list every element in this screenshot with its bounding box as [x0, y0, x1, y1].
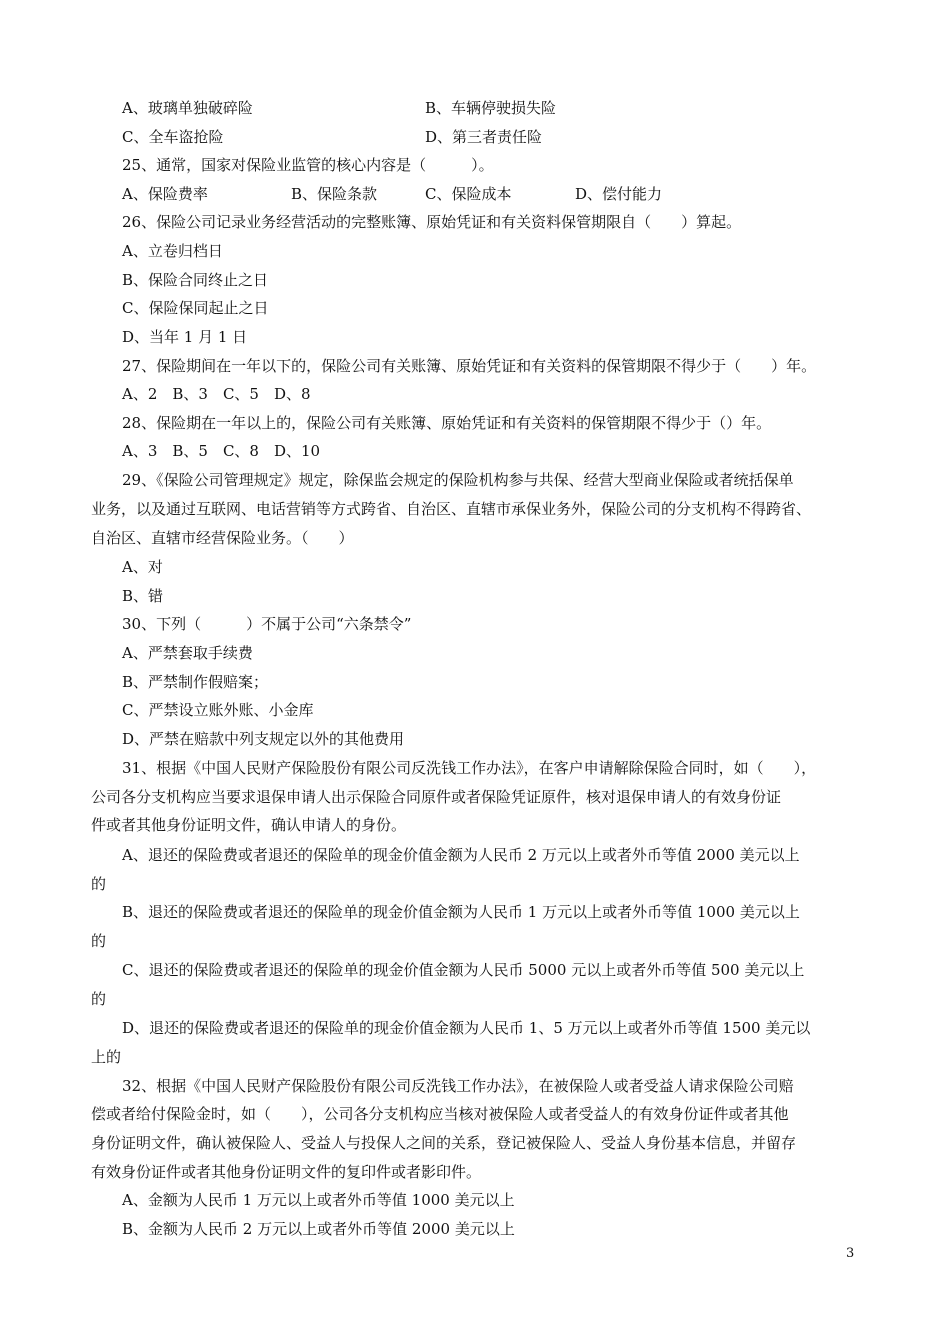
- q31-option-a-line-1: A、退还的保险费或者退还的保险单的现金价值金额为人民币 2 万元以上或者外币等值 2000 美元以上: [122, 846, 800, 864]
- q31-option-b-line-1: B、退还的保险费或者退还的保险单的现金价值金额为人民币 1 万元以上或者外币等值 1000 美元以上: [122, 903, 800, 921]
- q31-option-c-line-1: C、退还的保险费或者退还的保险单的现金价值金额为人民币 5000 元以上或者外币等值 500 美元以上: [122, 961, 805, 979]
- q25-option-c: C、保险成本: [425, 185, 512, 203]
- q29-stem-line-2: 业务，以及通过互联网、电话营销等方式跨省、自治区、直辖市承保业务外，保险公司的分支机构不得跨省、: [91, 500, 812, 518]
- q29-stem-line-3: 自治区、直辖市经营保险业务。（ ）: [91, 529, 354, 547]
- q30-option-c: C、严禁设立账外账、小金库: [122, 701, 314, 719]
- q26-option-c: C、保险保同起止之日: [122, 299, 269, 317]
- q31-stem-line-1: 31、根据《中国人民财产保险股份有限公司反洗钱工作办法》，在客户申请解除保险合同时，如（ ），: [122, 759, 817, 777]
- q25-option-b: B、保险条款: [291, 185, 378, 203]
- q32-stem-line-2: 偿或者给付保险金时，如（ ），公司各分支机构应当核对被保险人或者受益人的有效身份证件或者其他: [91, 1105, 789, 1123]
- q31-option-d-line-1: D、退还的保险费或者退还的保险单的现金价值金额为人民币 1、5 万元以上或者外币等值 1500 美元以: [122, 1019, 811, 1037]
- page-number: 3: [846, 1246, 855, 1261]
- q24-option-c: C、全车盗抢险: [122, 128, 224, 146]
- q29-option-b: B、错: [122, 587, 164, 605]
- q27-stem: 27、保险期间在一年以下的，保险公司有关账簿、原始凭证和有关资料的保管期限不得少于（ ）年。: [122, 357, 817, 375]
- q31-option-c-line-2: 的: [91, 990, 107, 1008]
- q26-option-a: A、立卷归档日: [122, 242, 223, 260]
- q26-option-d: D、当年 1 月 1 日: [122, 328, 248, 346]
- q26-stem: 26、保险公司记录业务经营活动的完整账簿、原始凭证和有关资料保管期限自（ ）算起。: [122, 213, 742, 231]
- q30-option-d: D、严禁在赔款中列支规定以外的其他费用: [122, 730, 405, 748]
- q24-option-a: A、玻璃单独破碎险: [122, 99, 253, 117]
- q29-option-a: A、对: [122, 558, 163, 576]
- q31-stem-line-2: 公司各分支机构应当要求退保申请人出示保险合同原件或者保险凭证原件，核对退保申请人的有效身份证: [91, 788, 782, 806]
- q24-option-b: B、车辆停驶损失险: [425, 99, 557, 117]
- q30-option-a: A、严禁套取手续费: [122, 644, 253, 662]
- q31-option-a-line-2: 的: [91, 875, 107, 893]
- q31-option-b-line-2: 的: [91, 932, 107, 950]
- q25-stem: 25、通常，国家对保险业监管的核心内容是（ ）。: [122, 156, 494, 174]
- q25-option-d: D、偿付能力: [575, 185, 663, 203]
- q28-stem: 28、保险期在一年以上的，保险公司有关账簿、原始凭证和有关资料的保管期限不得少于（）年。: [122, 414, 772, 432]
- q29-stem-line-1: 29、《保险公司管理规定》规定，除保监会规定的保险机构参与共保、经营大型商业保险或者统括保单: [122, 471, 794, 489]
- q30-option-b: B、严禁制作假赔案；: [122, 673, 269, 691]
- q31-option-d-line-2: 上的: [91, 1048, 122, 1066]
- q24-option-d: D、第三者责任险: [425, 128, 543, 146]
- q28-options: A、3 B、5 C、8 D、10: [122, 442, 321, 460]
- q27-options: A、2 B、3 C、5 D、8: [122, 385, 311, 403]
- q32-stem-line-4: 有效身份证件或者其他身份证明文件的复印件或者影印件。: [91, 1163, 482, 1181]
- q26-option-b: B、保险合同终止之日: [122, 271, 269, 289]
- q32-stem-line-3: 身份证明文件，确认被保险人、受益人与投保人之间的关系，登记被保险人、受益人身份基本信息，并留存: [91, 1134, 797, 1152]
- q32-option-b: B、金额为人民币 2 万元以上或者外币等值 2000 美元以上: [122, 1220, 515, 1238]
- q32-stem-line-1: 32、根据《中国人民财产保险股份有限公司反洗钱工作办法》，在被保险人或者受益人请求保险公司赔: [122, 1077, 794, 1095]
- q31-stem-line-3: 件或者其他身份证明文件，确认申请人的身份。: [91, 816, 407, 834]
- q25-option-a: A、保险费率: [122, 185, 208, 203]
- q32-option-a: A、金额为人民币 1 万元以上或者外币等值 1000 美元以上: [122, 1191, 515, 1209]
- q30-stem: 30、下列（ ）不属于公司“六条禁令”: [122, 615, 412, 633]
